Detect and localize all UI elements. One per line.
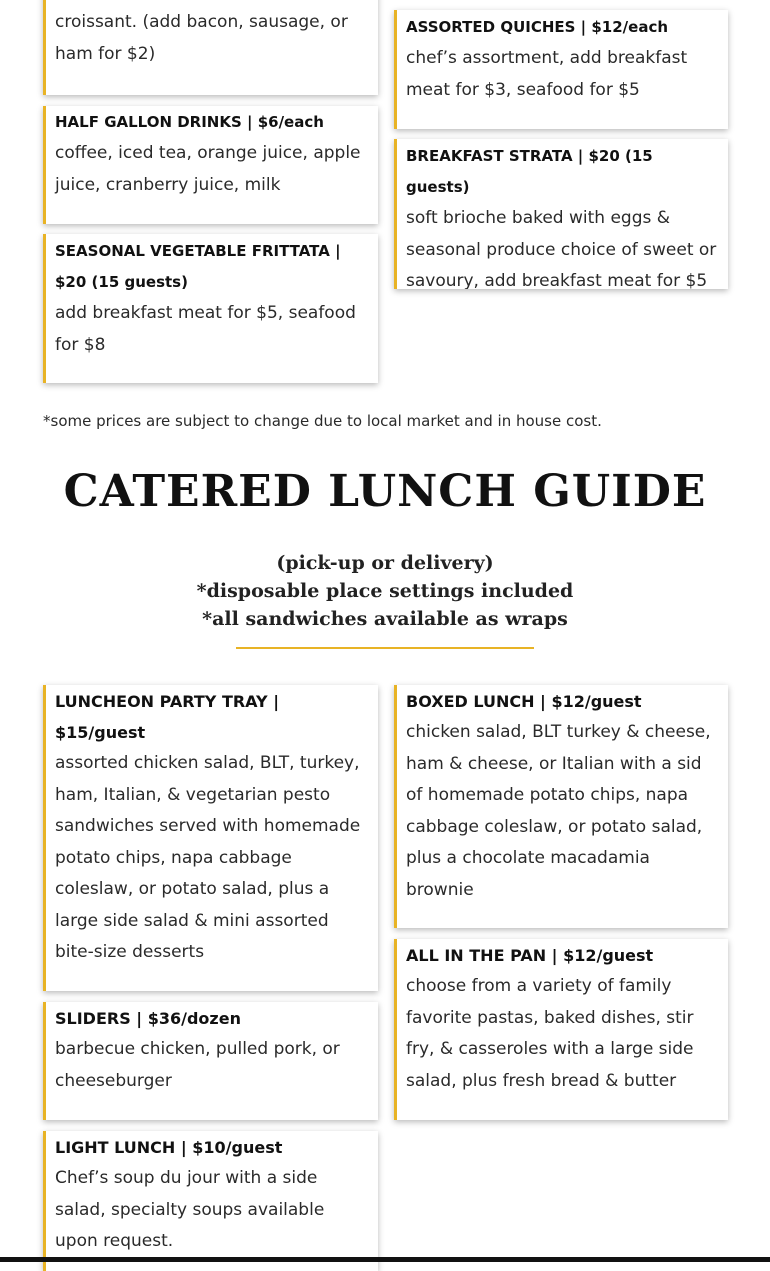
card-description: choose from a variety of family favorite pastas, baked dishes, stir fry, & casseroles with a large side salad, plus fresh bread & butter [406, 976, 694, 1091]
title-divider [236, 647, 534, 649]
lunch-card-luncheon-party-tray [43, 685, 378, 991]
bottom-edge-bar [0, 1257, 770, 1262]
card-title: BOXED LUNCH | $12/guest [406, 692, 642, 711]
card-description: coffee, iced tea, orange juice, apple juice, cranberry juice, milk [55, 143, 361, 195]
card-title: SEASONAL VEGETABLE FRITTATA | $20 (15 guests) [55, 242, 341, 291]
card-description: add breakfast meat for $5, seafood for $8 [55, 303, 356, 355]
price-disclaimer-note: *some prices are subject to change due to local market and in house cost. [43, 412, 602, 430]
card-description: Chef’s soup du jour with a side salad, specialty soups available upon request. [55, 1168, 325, 1251]
breakfast-card-breakfast-strata [394, 139, 728, 289]
lunch-card-all-in-the-pan [394, 939, 728, 1120]
page-title: CATERED LUNCH GUIDE [63, 466, 707, 517]
card-description: croissant. (add bacon, sausage, or ham for $2) [55, 12, 348, 64]
breakfast-card-croissant [43, 0, 378, 95]
lunch-card-sliders [43, 1002, 378, 1120]
subtitle-line: (pick-up or delivery) [276, 552, 494, 574]
card-description: assorted chicken salad, BLT, turkey, ham, Italian, & vegetarian pesto sandwiches served with homemade potato chips, napa cabbage coleslaw, or potato salad, plus a large side salad & mini assorted bite-size desserts [55, 753, 361, 962]
card-title: HALF GALLON DRINKS | $6/each [55, 113, 324, 131]
subtitle-line: *disposable place settings included [196, 580, 574, 602]
lunch-card-light-lunch [43, 1131, 378, 1271]
subtitle-line: *all sandwiches available as wraps [202, 608, 568, 630]
card-description: chicken salad, BLT turkey & cheese, ham & cheese, or Italian with a sid of homemade potato chips, napa cabbage coleslaw, or potato salad, plus a chocolate macadamia brownie [406, 722, 711, 900]
breakfast-card-seasonal-frittata [43, 234, 378, 383]
lunch-card-boxed-lunch [394, 685, 728, 928]
card-description: barbecue chicken, pulled pork, or cheeseburger [55, 1039, 340, 1091]
card-description: soft brioche baked with eggs & seasonal produce choice of sweet or savoury, add breakfast meat for $5 [406, 208, 717, 289]
breakfast-card-half-gallon-drinks [43, 106, 378, 224]
card-title: ALL IN THE PAN | $12/guest [406, 946, 654, 965]
card-title: ASSORTED QUICHES | $12/each [406, 18, 669, 36]
card-title: SLIDERS | $36/dozen [55, 1009, 241, 1028]
card-title: LIGHT LUNCH | $10/guest [55, 1138, 283, 1157]
card-description: chef’s assortment, add breakfast meat for $3, seafood for $5 [406, 48, 688, 100]
lunch-subtitle [0, 549, 770, 633]
breakfast-card-assorted-quiches [394, 10, 728, 129]
card-title: BREAKFAST STRATA | $20 (15 guests) [406, 147, 653, 196]
card-title: LUNCHEON PARTY TRAY | $15/guest [55, 692, 280, 742]
